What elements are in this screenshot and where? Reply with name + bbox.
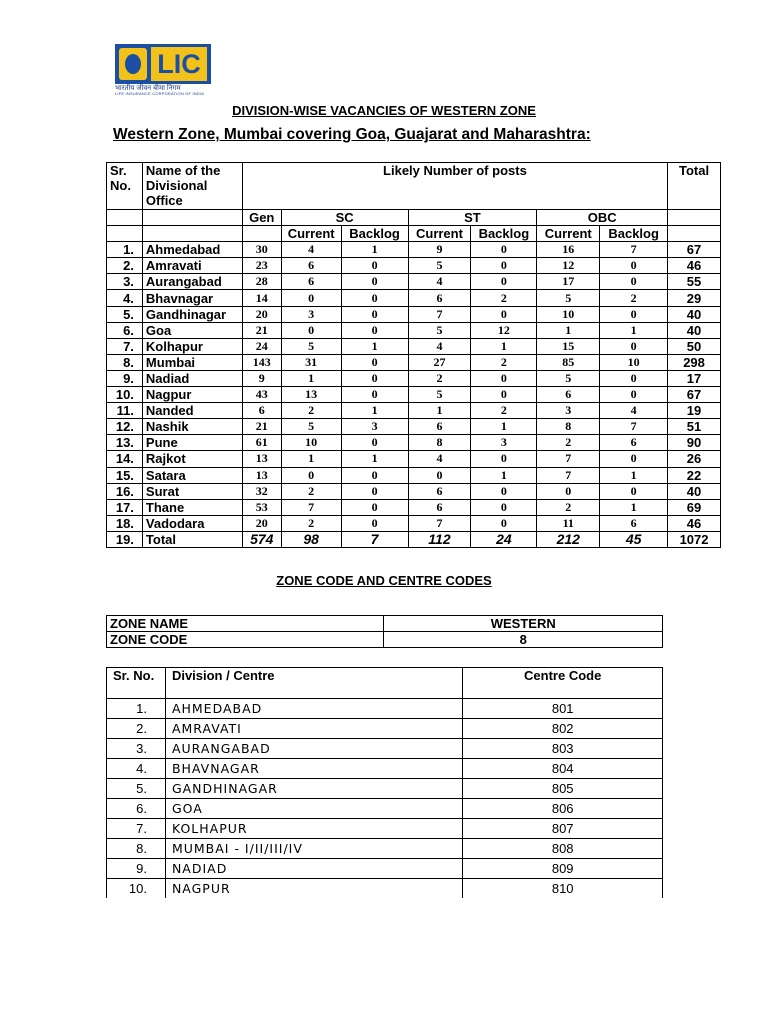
st-current-cell: 6 (408, 290, 471, 306)
sc-backlog-cell: 3 (341, 419, 408, 435)
obc-backlog-cell: 7 (600, 419, 668, 435)
header-st-backlog: Backlog (471, 226, 537, 242)
sr-cell: 4. (107, 290, 143, 306)
centre-row (107, 879, 663, 899)
st-current-cell: 6 (408, 499, 471, 515)
sr-cell: 19. (107, 531, 143, 547)
obc-current-cell: 16 (537, 242, 600, 258)
obc-backlog-cell: 0 (600, 387, 668, 403)
sc-backlog-cell: 1 (341, 451, 408, 467)
gen-cell: 30 (242, 242, 281, 258)
gen-cell: 53 (242, 499, 281, 515)
table-row (107, 242, 721, 258)
division-cell: Kolhapur (142, 338, 242, 354)
table-row (107, 499, 721, 515)
zone-name-value: WESTERN (384, 616, 663, 632)
sc-backlog-cell: 0 (341, 290, 408, 306)
division-cell: Surat (142, 483, 242, 499)
sc-backlog-cell: 0 (341, 354, 408, 370)
st-backlog-cell: 0 (471, 306, 537, 322)
obc-backlog-cell: 0 (600, 258, 668, 274)
header-st-current: Current (408, 226, 471, 242)
sc-current-cell: 31 (281, 354, 341, 370)
sr-cell: 9. (107, 370, 143, 386)
sr-cell: 10. (107, 387, 143, 403)
obc-current-cell: 3 (537, 403, 600, 419)
centre-row (107, 859, 663, 879)
centre-sr-cell: 10. (107, 879, 166, 899)
header-st: ST (408, 210, 537, 226)
table-row (107, 387, 721, 403)
gen-cell: 20 (242, 515, 281, 531)
centre-code-cell: 808 (463, 839, 663, 859)
sc-backlog-cell: 0 (341, 435, 408, 451)
st-current-cell: 7 (408, 306, 471, 322)
st-backlog-cell: 0 (471, 242, 537, 258)
division-cell: Thane (142, 499, 242, 515)
obc-current-cell: 5 (537, 370, 600, 386)
sr-cell: 8. (107, 354, 143, 370)
st-backlog-cell: 0 (471, 515, 537, 531)
st-backlog-cell: 1 (471, 338, 537, 354)
sr-cell: 15. (107, 467, 143, 483)
table-row (107, 403, 721, 419)
st-backlog-cell: 2 (471, 354, 537, 370)
table-row (107, 467, 721, 483)
sr-cell: 3. (107, 274, 143, 290)
centre-division-cell: NAGPUR (165, 879, 462, 899)
sc-backlog-cell: 0 (341, 483, 408, 499)
centre-row (107, 739, 663, 759)
st-current-cell: 1 (408, 403, 471, 419)
sr-cell: 7. (107, 338, 143, 354)
st-current-cell: 112 (408, 531, 471, 547)
sc-backlog-cell: 7 (341, 531, 408, 547)
total-cell: 55 (668, 274, 721, 290)
sr-cell: 1. (107, 242, 143, 258)
table-row (107, 451, 721, 467)
centre-row (107, 819, 663, 839)
sc-backlog-cell: 1 (341, 242, 408, 258)
st-current-cell: 0 (408, 467, 471, 483)
sc-backlog-cell: 0 (341, 306, 408, 322)
sr-cell: 5. (107, 306, 143, 322)
gen-cell: 28 (242, 274, 281, 290)
division-cell: Pune (142, 435, 242, 451)
st-current-cell: 7 (408, 515, 471, 531)
centre-sr-cell: 5. (107, 779, 166, 799)
st-backlog-cell: 0 (471, 499, 537, 515)
sc-backlog-cell: 0 (341, 274, 408, 290)
division-cell: Goa (142, 322, 242, 338)
centre-sr-cell: 4. (107, 759, 166, 779)
obc-current-cell: 5 (537, 290, 600, 306)
sc-current-cell: 6 (281, 274, 341, 290)
gen-cell: 143 (242, 354, 281, 370)
sc-current-cell: 10 (281, 435, 341, 451)
st-current-cell: 4 (408, 338, 471, 354)
centre-division-cell: AHMEDABAD (165, 699, 462, 719)
header-obc-current: Current (537, 226, 600, 242)
total-cell: 50 (668, 338, 721, 354)
header-sc-backlog: Backlog (341, 226, 408, 242)
obc-current-cell: 6 (537, 387, 600, 403)
gen-cell: 32 (242, 483, 281, 499)
centre-division-cell: GANDHINAGAR (165, 779, 462, 799)
gen-cell: 61 (242, 435, 281, 451)
centre-division-cell: BHAVNAGAR (165, 759, 462, 779)
sc-current-cell: 2 (281, 515, 341, 531)
total-cell: 298 (668, 354, 721, 370)
st-backlog-cell: 2 (471, 290, 537, 306)
obc-current-cell: 8 (537, 419, 600, 435)
obc-backlog-cell: 1 (600, 499, 668, 515)
st-backlog-cell: 2 (471, 403, 537, 419)
division-cell: Bhavnagar (142, 290, 242, 306)
sr-cell: 18. (107, 515, 143, 531)
sc-current-cell: 7 (281, 499, 341, 515)
sc-current-cell: 2 (281, 403, 341, 419)
centre-header-division: Division / Centre (165, 668, 462, 699)
centre-code-cell: 801 (463, 699, 663, 719)
table-row (107, 322, 721, 338)
obc-current-cell: 11 (537, 515, 600, 531)
centre-sr-cell: 1. (107, 699, 166, 719)
centre-code-cell: 805 (463, 779, 663, 799)
sc-backlog-cell: 0 (341, 515, 408, 531)
st-backlog-cell: 0 (471, 483, 537, 499)
centre-sr-cell: 6. (107, 799, 166, 819)
sr-cell: 14. (107, 451, 143, 467)
st-current-cell: 5 (408, 258, 471, 274)
total-cell: 67 (668, 387, 721, 403)
centre-division-cell: AMRAVATI (165, 719, 462, 739)
sc-current-cell: 0 (281, 290, 341, 306)
division-cell: Vadodara (142, 515, 242, 531)
total-cell: 67 (668, 242, 721, 258)
total-cell: 40 (668, 322, 721, 338)
vacancy-table (106, 162, 721, 548)
sc-backlog-cell: 0 (341, 370, 408, 386)
sc-current-cell: 2 (281, 483, 341, 499)
division-cell: Total (142, 531, 242, 547)
division-cell: Nadiad (142, 370, 242, 386)
obc-current-cell: 2 (537, 435, 600, 451)
zone-name-row (107, 616, 663, 632)
st-backlog-cell: 3 (471, 435, 537, 451)
division-cell: Nanded (142, 403, 242, 419)
centre-header-row (107, 668, 663, 699)
st-current-cell: 5 (408, 322, 471, 338)
gen-cell: 21 (242, 419, 281, 435)
obc-current-cell: 12 (537, 258, 600, 274)
division-cell: Amravati (142, 258, 242, 274)
total-cell: 69 (668, 499, 721, 515)
centre-row (107, 719, 663, 739)
lic-logo (115, 44, 211, 96)
obc-backlog-cell: 1 (600, 322, 668, 338)
gen-cell: 6 (242, 403, 281, 419)
centre-sr-cell: 3. (107, 739, 166, 759)
table-row (107, 370, 721, 386)
total-cell: 19 (668, 403, 721, 419)
total-cell: 46 (668, 258, 721, 274)
obc-backlog-cell: 0 (600, 483, 668, 499)
st-current-cell: 6 (408, 419, 471, 435)
sc-current-cell: 3 (281, 306, 341, 322)
sr-cell: 11. (107, 403, 143, 419)
table-row (107, 515, 721, 531)
centre-code-cell: 807 (463, 819, 663, 839)
centre-sr-cell: 2. (107, 719, 166, 739)
gen-cell: 23 (242, 258, 281, 274)
obc-current-cell: 7 (537, 467, 600, 483)
division-cell: Mumbai (142, 354, 242, 370)
table-row (107, 419, 721, 435)
header-sc-current: Current (281, 226, 341, 242)
sr-cell: 2. (107, 258, 143, 274)
centre-division-cell: GOA (165, 799, 462, 819)
sr-cell: 13. (107, 435, 143, 451)
sc-backlog-cell: 0 (341, 322, 408, 338)
logo-wordmark: LIC (151, 47, 207, 81)
table-row (107, 306, 721, 322)
sc-current-cell: 0 (281, 467, 341, 483)
st-backlog-cell: 0 (471, 274, 537, 290)
sc-current-cell: 6 (281, 258, 341, 274)
centre-sr-cell: 8. (107, 839, 166, 859)
header-sc: SC (281, 210, 408, 226)
zone-code-value: 8 (384, 632, 663, 648)
centre-row (107, 799, 663, 819)
centre-division-cell: KOLHAPUR (165, 819, 462, 839)
sc-current-cell: 98 (281, 531, 341, 547)
centre-row (107, 839, 663, 859)
centre-sr-cell: 9. (107, 859, 166, 879)
st-current-cell: 6 (408, 483, 471, 499)
obc-backlog-cell: 7 (600, 242, 668, 258)
total-cell: 46 (668, 515, 721, 531)
st-backlog-cell: 0 (471, 387, 537, 403)
st-backlog-cell: 1 (471, 467, 537, 483)
total-cell: 26 (668, 451, 721, 467)
sc-current-cell: 13 (281, 387, 341, 403)
obc-backlog-cell: 0 (600, 274, 668, 290)
total-cell: 29 (668, 290, 721, 306)
header-obc: OBC (537, 210, 668, 226)
table-row (107, 483, 721, 499)
obc-backlog-cell: 0 (600, 338, 668, 354)
sr-cell: 17. (107, 499, 143, 515)
gen-cell: 24 (242, 338, 281, 354)
total-cell: 40 (668, 306, 721, 322)
table-subheader-row-2 (107, 226, 721, 242)
obc-backlog-cell: 1 (600, 467, 668, 483)
table-row (107, 435, 721, 451)
header-division: Name of the Divisional Office (142, 163, 242, 210)
obc-backlog-cell: 0 (600, 370, 668, 386)
centre-code-cell: 802 (463, 719, 663, 739)
centre-sr-cell: 7. (107, 819, 166, 839)
obc-current-cell: 17 (537, 274, 600, 290)
total-cell: 17 (668, 370, 721, 386)
division-cell: Rajkot (142, 451, 242, 467)
page-title: DIVISION-WISE VACANCIES OF WESTERN ZONE (232, 103, 536, 118)
obc-backlog-cell: 6 (600, 515, 668, 531)
centre-code-cell: 806 (463, 799, 663, 819)
st-current-cell: 5 (408, 387, 471, 403)
centre-code-cell: 809 (463, 859, 663, 879)
centre-division-cell: AURANGABAD (165, 739, 462, 759)
st-backlog-cell: 0 (471, 451, 537, 467)
gen-cell: 13 (242, 451, 281, 467)
sc-current-cell: 5 (281, 419, 341, 435)
table-row (107, 290, 721, 306)
sc-current-cell: 1 (281, 370, 341, 386)
logo-english-text: LIFE INSURANCE CORPORATION OF INDIA (115, 91, 205, 96)
header-sr: Sr. No. (107, 163, 143, 210)
st-current-cell: 27 (408, 354, 471, 370)
header-total: Total (668, 163, 721, 210)
division-cell: Ahmedabad (142, 242, 242, 258)
division-cell: Gandhinagar (142, 306, 242, 322)
sr-cell: 6. (107, 322, 143, 338)
zone-code-row (107, 632, 663, 648)
zone-code-label: ZONE CODE (107, 632, 384, 648)
st-backlog-cell: 1 (471, 419, 537, 435)
obc-backlog-cell: 10 (600, 354, 668, 370)
gen-cell: 21 (242, 322, 281, 338)
st-backlog-cell: 0 (471, 258, 537, 274)
total-cell: 90 (668, 435, 721, 451)
lic-emblem-icon (119, 48, 147, 80)
st-current-cell: 9 (408, 242, 471, 258)
gen-cell: 9 (242, 370, 281, 386)
centre-header-code: Centre Code (463, 668, 663, 699)
obc-current-cell: 2 (537, 499, 600, 515)
obc-current-cell: 0 (537, 483, 600, 499)
zone-table (106, 615, 663, 648)
table-header-row (107, 163, 721, 210)
centre-division-cell: MUMBAI - I/II/III/IV (165, 839, 462, 859)
total-cell: 51 (668, 419, 721, 435)
obc-current-cell: 10 (537, 306, 600, 322)
st-current-cell: 4 (408, 274, 471, 290)
division-cell: Satara (142, 467, 242, 483)
total-cell: 22 (668, 467, 721, 483)
table-row (107, 258, 721, 274)
total-cell: 40 (668, 483, 721, 499)
header-likely-posts: Likely Number of posts (242, 163, 667, 210)
table-row (107, 338, 721, 354)
obc-backlog-cell: 6 (600, 435, 668, 451)
centre-row (107, 699, 663, 719)
obc-current-cell: 15 (537, 338, 600, 354)
sc-current-cell: 1 (281, 451, 341, 467)
total-cell: 1072 (668, 531, 721, 547)
centre-header-sr: Sr. No. (107, 668, 166, 699)
page-subtitle: Western Zone, Mumbai covering Goa, Guajarat and Maharashtra: (113, 126, 591, 143)
gen-cell: 13 (242, 467, 281, 483)
header-obc-backlog: Backlog (600, 226, 668, 242)
sr-cell: 12. (107, 419, 143, 435)
obc-current-cell: 1 (537, 322, 600, 338)
sc-backlog-cell: 1 (341, 403, 408, 419)
sc-current-cell: 0 (281, 322, 341, 338)
sc-backlog-cell: 0 (341, 258, 408, 274)
st-backlog-cell: 0 (471, 370, 537, 386)
zone-name-label: ZONE NAME (107, 616, 384, 632)
division-cell: Nagpur (142, 387, 242, 403)
division-cell: Nashik (142, 419, 242, 435)
sc-current-cell: 5 (281, 338, 341, 354)
centre-row (107, 779, 663, 799)
centre-code-cell: 810 (463, 879, 663, 899)
obc-backlog-cell: 0 (600, 451, 668, 467)
centre-code-table (106, 667, 663, 898)
table-row (107, 354, 721, 370)
sc-backlog-cell: 0 (341, 467, 408, 483)
division-cell: Aurangabad (142, 274, 242, 290)
st-current-cell: 4 (408, 451, 471, 467)
st-backlog-cell: 24 (471, 531, 537, 547)
centre-row (107, 759, 663, 779)
gen-cell: 20 (242, 306, 281, 322)
header-gen: Gen (242, 210, 281, 226)
gen-cell: 574 (242, 531, 281, 547)
sr-cell: 16. (107, 483, 143, 499)
gen-cell: 14 (242, 290, 281, 306)
zone-heading: ZONE CODE AND CENTRE CODES (276, 573, 492, 588)
logo-hindi-text: भारतीय जीवन बीमा निगम (115, 85, 181, 92)
st-backlog-cell: 12 (471, 322, 537, 338)
st-current-cell: 2 (408, 370, 471, 386)
table-subheader-row (107, 210, 721, 226)
sc-backlog-cell: 1 (341, 338, 408, 354)
obc-backlog-cell: 4 (600, 403, 668, 419)
obc-current-cell: 85 (537, 354, 600, 370)
centre-code-cell: 803 (463, 739, 663, 759)
sc-current-cell: 4 (281, 242, 341, 258)
table-row (107, 274, 721, 290)
total-row (107, 531, 721, 547)
centre-division-cell: NADIAD (165, 859, 462, 879)
obc-current-cell: 212 (537, 531, 600, 547)
obc-backlog-cell: 45 (600, 531, 668, 547)
obc-backlog-cell: 0 (600, 306, 668, 322)
st-current-cell: 8 (408, 435, 471, 451)
centre-code-cell: 804 (463, 759, 663, 779)
obc-current-cell: 7 (537, 451, 600, 467)
sc-backlog-cell: 0 (341, 387, 408, 403)
obc-backlog-cell: 2 (600, 290, 668, 306)
gen-cell: 43 (242, 387, 281, 403)
sc-backlog-cell: 0 (341, 499, 408, 515)
